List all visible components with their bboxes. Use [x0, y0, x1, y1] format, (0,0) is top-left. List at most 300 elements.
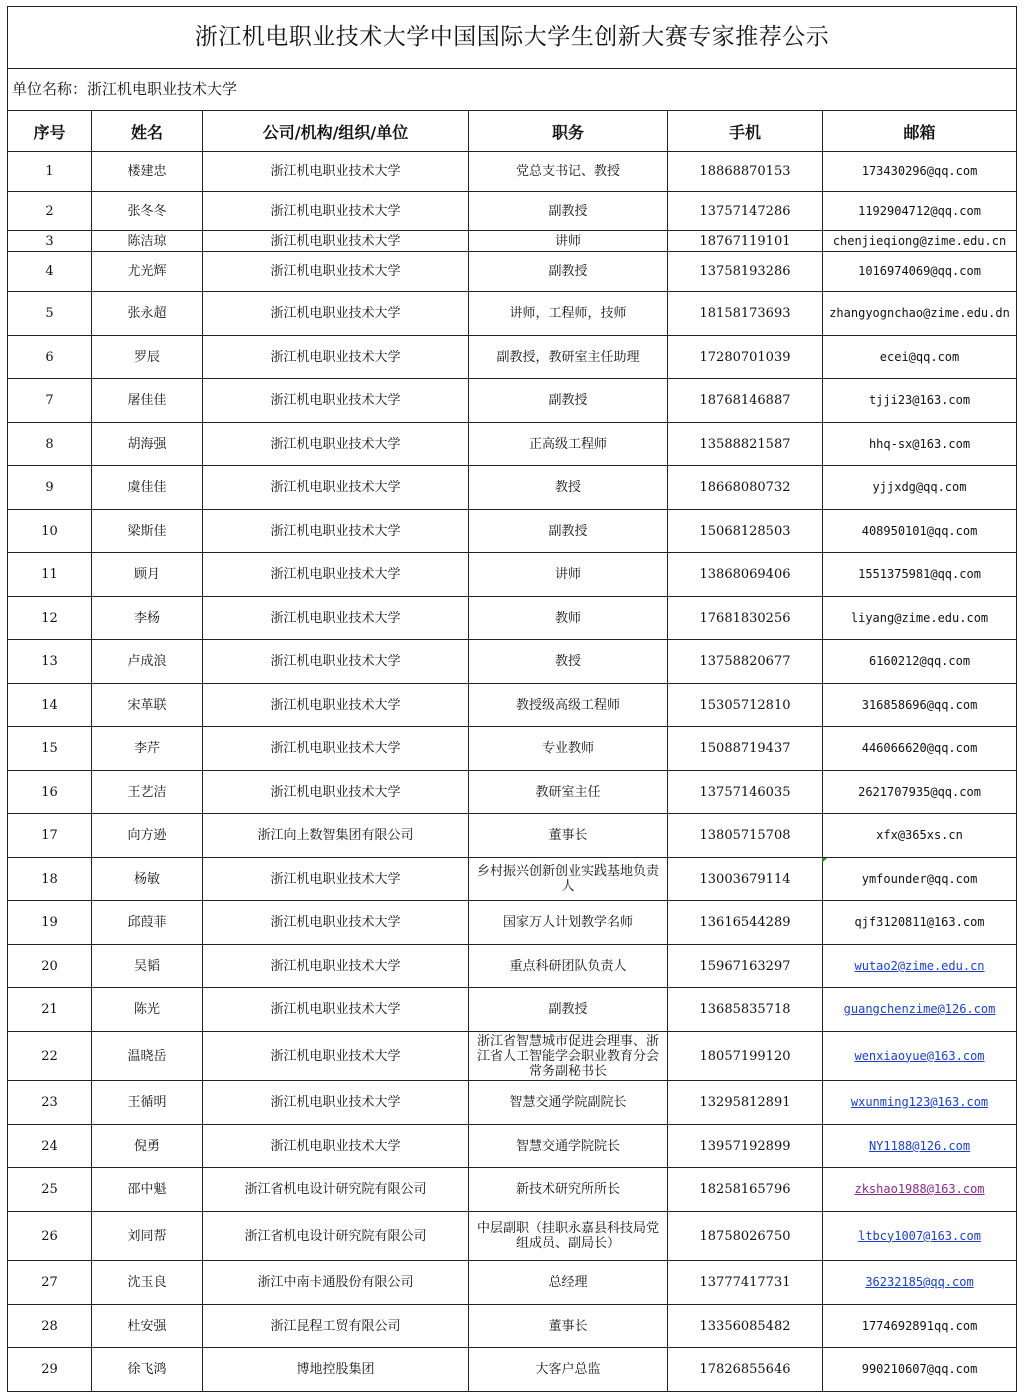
row-number: 23: [41, 1095, 58, 1110]
phone-number: 13356085482: [699, 1318, 791, 1334]
unit-row: [8, 69, 1017, 111]
row-number-cell: [8, 945, 92, 988]
table-row: [8, 858, 1017, 901]
col-header-org: 公司/机构/组织/单位: [203, 111, 469, 152]
person-name: 王艺洁: [127, 784, 167, 800]
table-row: [8, 510, 1017, 553]
person-name-cell: [92, 423, 203, 466]
position-cell: [469, 1261, 668, 1305]
email-address-cell: [823, 192, 1017, 231]
organization-cell: [203, 423, 469, 466]
email-address-cell: [823, 945, 1017, 988]
organization-cell: [203, 1261, 469, 1305]
row-number-cell: [8, 192, 92, 231]
row-number: 10: [41, 523, 58, 539]
position-cell: [469, 727, 668, 771]
organization: 浙江机电职业技术大学: [270, 1138, 401, 1154]
position: 副教授: [548, 264, 588, 279]
row-number-cell: [8, 684, 92, 727]
row-number: 4: [45, 264, 54, 279]
phone-number: 18868870153: [699, 164, 791, 179]
organization: 浙江机电职业技术大学: [270, 233, 401, 249]
row-number: 18: [41, 871, 58, 887]
row-number: 21: [41, 1002, 58, 1017]
row-number-cell: [8, 231, 92, 252]
organization: 浙江机电职业技术大学: [270, 610, 401, 626]
phone-number: 13758193286: [699, 264, 791, 279]
organization-cell: [203, 1125, 469, 1168]
col-header-email: 邮箱: [823, 111, 1017, 152]
position-cell: [469, 152, 668, 192]
row-number: 7: [45, 393, 54, 408]
organization: 浙江机电职业技术大学: [270, 697, 401, 713]
phone-number-cell: [668, 1212, 823, 1261]
person-name-cell: [92, 988, 203, 1032]
person-name: 楼建忠: [127, 164, 167, 179]
organization-cell: [203, 252, 469, 292]
position-cell: [469, 1125, 668, 1168]
person-name-cell: [92, 466, 203, 510]
phone-number-cell: [668, 510, 823, 553]
organization-cell: [203, 771, 469, 814]
row-number-cell: [8, 423, 92, 466]
phone-number-cell: [668, 1348, 823, 1392]
row-number-cell: [8, 292, 92, 336]
phone-number: 15068128503: [699, 523, 791, 539]
email-address[interactable]: ltbcy1007@163.com: [858, 1228, 981, 1243]
phone-number-cell: [668, 814, 823, 858]
position: 副教授，教研室主任助理: [496, 349, 640, 365]
position: 教授: [554, 480, 581, 495]
person-name: 向方逊: [127, 828, 167, 843]
email-address: chenjieqiong@zime.edu.cn: [832, 233, 1007, 248]
phone-number-cell: [668, 379, 823, 423]
email-address: liyang@zime.edu.com: [850, 610, 989, 625]
phone-number-cell: [668, 1125, 823, 1168]
organization-cell: [203, 684, 469, 727]
organization: 浙江机电职业技术大学: [270, 264, 401, 279]
phone-number-cell: [668, 1032, 823, 1081]
email-address: 1774692891qq.com: [861, 1318, 978, 1333]
person-name: 张永超: [127, 306, 167, 321]
email-address: 2621707935@qq.com: [858, 784, 981, 799]
person-name-cell: [92, 1212, 203, 1261]
person-name: 杨敏: [133, 871, 160, 887]
person-name-cell: [92, 684, 203, 727]
phone-number-cell: [668, 684, 823, 727]
organization: 浙江机电职业技术大学: [270, 871, 401, 887]
col-header-phone: 手机: [668, 111, 823, 152]
table-row: [8, 1168, 1017, 1212]
row-number-cell: [8, 988, 92, 1032]
phone-number: 13758820677: [699, 654, 791, 669]
row-number: 8: [45, 436, 54, 452]
email-address-cell: [823, 553, 1017, 597]
organization-cell: [203, 1168, 469, 1212]
row-number: 25: [41, 1182, 58, 1197]
cell-comment-marker: [822, 858, 827, 863]
position-cell: [469, 1212, 668, 1261]
person-name-cell: [92, 1168, 203, 1212]
email-address-cell: [823, 292, 1017, 336]
table-row: [8, 1125, 1017, 1168]
person-name-cell: [92, 1081, 203, 1125]
email-address-cell: [823, 152, 1017, 192]
row-number: 16: [41, 784, 58, 800]
phone-number: 13295812891: [699, 1095, 791, 1110]
col-header-no: 序号: [8, 111, 92, 152]
row-number-cell: [8, 379, 92, 423]
table-row: [8, 466, 1017, 510]
position-cell: [469, 814, 668, 858]
page-title: 浙江机电职业技术大学中国国际大学生创新大赛专家推荐公示: [8, 7, 1017, 69]
row-number: 13: [41, 654, 58, 669]
phone-number: 13685835718: [699, 1002, 791, 1017]
row-number-cell: [8, 727, 92, 771]
person-name-cell: [92, 192, 203, 231]
email-address-cell: [823, 466, 1017, 510]
table-row: [8, 771, 1017, 814]
header-row: [8, 111, 1017, 152]
phone-number-cell: [668, 152, 823, 192]
organization: 浙江省机电设计研究院有限公司: [244, 1228, 427, 1244]
phone-number-cell: [668, 640, 823, 684]
position: 教师: [554, 610, 581, 626]
row-number: 6: [45, 349, 54, 365]
position: 浙江省智慧城市促进会理事、浙江省人工智能学会职业教育分会常务副秘书长: [476, 1033, 659, 1079]
row-number: 11: [41, 567, 58, 582]
row-number-cell: [8, 466, 92, 510]
phone-number: 17681830256: [699, 610, 791, 626]
person-name: 邵中魁: [127, 1182, 167, 1197]
person-name: 沈玉良: [127, 1275, 167, 1290]
phone-number-cell: [668, 901, 823, 945]
position: 中层副职（挂职永嘉县科技局党组成员、副局长）: [476, 1221, 659, 1251]
position: 大客户总监: [535, 1362, 601, 1377]
organization-cell: [203, 379, 469, 423]
person-name-cell: [92, 597, 203, 640]
phone-number-cell: [668, 945, 823, 988]
person-name: 屠佳佳: [127, 393, 167, 408]
person-name: 尤光辉: [127, 264, 167, 279]
phone-number-cell: [668, 192, 823, 231]
organization: 浙江机电职业技术大学: [270, 349, 401, 365]
email-address-cell: [823, 771, 1017, 814]
email-address-cell: [823, 597, 1017, 640]
row-number: 20: [41, 958, 58, 974]
phone-number-cell: [668, 1168, 823, 1212]
person-name-cell: [92, 771, 203, 814]
expert-table: [7, 6, 1017, 1392]
phone-number-cell: [668, 1261, 823, 1305]
phone-number-cell: [668, 858, 823, 901]
person-name: 邱葭菲: [127, 915, 167, 930]
email-address[interactable]: 36232185@qq.com: [865, 1275, 974, 1289]
phone-number-cell: [668, 771, 823, 814]
position-cell: [469, 597, 668, 640]
phone-number: 13777417731: [699, 1275, 791, 1290]
organization-cell: [203, 727, 469, 771]
position: 副教授: [548, 523, 588, 539]
position-cell: [469, 1348, 668, 1392]
phone-number-cell: [668, 231, 823, 252]
row-number: 19: [41, 915, 58, 930]
email-address-cell: [823, 988, 1017, 1032]
position-cell: [469, 771, 668, 814]
email-address-cell: [823, 1032, 1017, 1081]
position-cell: [469, 231, 668, 252]
phone-number: 13757146035: [699, 784, 791, 800]
person-name: 罗辰: [133, 349, 160, 365]
email-address-cell: [823, 814, 1017, 858]
phone-number-cell: [668, 988, 823, 1032]
email-address-cell: [823, 1261, 1017, 1305]
position: 新技术研究所所长: [515, 1182, 620, 1197]
row-number-cell: [8, 1305, 92, 1348]
organization: 浙江中南卡通股份有限公司: [257, 1275, 414, 1290]
email-address[interactable]: wxunming123@163.com: [850, 1095, 989, 1109]
row-number: 26: [41, 1228, 58, 1244]
person-name: 吴韬: [133, 958, 160, 974]
phone-number: 13805715708: [699, 828, 791, 843]
email-address: 173430296@qq.com: [861, 164, 978, 178]
position: 总经理: [548, 1275, 588, 1290]
unit-value: 浙江机电职业技术大学: [87, 80, 238, 98]
phone-number-cell: [668, 252, 823, 292]
person-name: 陈光: [133, 1002, 160, 1017]
position: 党总支书记、教授: [515, 164, 620, 179]
row-number-cell: [8, 858, 92, 901]
row-number-cell: [8, 152, 92, 192]
email-address-cell: [823, 379, 1017, 423]
person-name-cell: [92, 945, 203, 988]
position-cell: [469, 292, 668, 336]
table-row: [8, 1032, 1017, 1081]
email-address[interactable]: guangchenzime@126.com: [843, 1002, 996, 1016]
table-row: [8, 252, 1017, 292]
person-name-cell: [92, 901, 203, 945]
organization: 浙江机电职业技术大学: [270, 436, 401, 452]
phone-number: 15305712810: [699, 697, 791, 713]
position: 副教授: [548, 393, 588, 408]
position-cell: [469, 1081, 668, 1125]
organization-cell: [203, 466, 469, 510]
person-name: 李杨: [133, 610, 160, 626]
person-name-cell: [92, 1305, 203, 1348]
position: 讲师: [554, 567, 581, 582]
row-number: 24: [41, 1138, 58, 1154]
table-row: [8, 423, 1017, 466]
phone-number-cell: [668, 466, 823, 510]
organization: 浙江机电职业技术大学: [270, 164, 401, 179]
table-row: [8, 1305, 1017, 1348]
organization-cell: [203, 640, 469, 684]
organization: 浙江机电职业技术大学: [270, 567, 401, 582]
person-name-cell: [92, 292, 203, 336]
table-row: [8, 945, 1017, 988]
person-name: 王循明: [127, 1095, 167, 1110]
email-address-cell: [823, 1081, 1017, 1125]
phone-number-cell: [668, 292, 823, 336]
position-cell: [469, 510, 668, 553]
organization-cell: [203, 336, 469, 379]
person-name-cell: [92, 727, 203, 771]
position-cell: [469, 553, 668, 597]
phone-number: 18258165796: [699, 1182, 791, 1197]
person-name-cell: [92, 1125, 203, 1168]
organization-cell: [203, 814, 469, 858]
position: 智慧交通学院院长: [515, 1138, 620, 1154]
person-name-cell: [92, 814, 203, 858]
row-number-cell: [8, 1348, 92, 1392]
position-cell: [469, 1032, 668, 1081]
phone-number: 18668080732: [699, 480, 791, 495]
email-address: qjf3120811@163.com: [854, 915, 985, 929]
person-name-cell: [92, 510, 203, 553]
phone-number: 13588821587: [699, 436, 791, 452]
person-name-cell: [92, 336, 203, 379]
row-number: 1: [45, 164, 54, 179]
organization-cell: [203, 988, 469, 1032]
phone-number: 13616544289: [699, 915, 791, 930]
organization: 浙江昆程工贸有限公司: [270, 1318, 401, 1334]
position: 教研室主任: [535, 784, 601, 800]
email-address-cell: [823, 727, 1017, 771]
organization-cell: [203, 945, 469, 988]
table-row: [8, 1261, 1017, 1305]
table-row: [8, 192, 1017, 231]
phone-number: 18758026750: [699, 1228, 791, 1244]
row-number-cell: [8, 640, 92, 684]
row-number-cell: [8, 553, 92, 597]
organization-cell: [203, 597, 469, 640]
email-address-cell: [823, 423, 1017, 466]
position: 乡村振兴创新创业实践基地负责人: [476, 864, 659, 894]
spreadsheet: [7, 6, 1016, 1392]
phone-number: 17826855646: [699, 1362, 791, 1377]
organization: 浙江机电职业技术大学: [270, 523, 401, 539]
row-number-cell: [8, 252, 92, 292]
organization: 浙江省机电设计研究院有限公司: [244, 1182, 427, 1197]
email-address-cell: [823, 252, 1017, 292]
organization: 浙江机电职业技术大学: [270, 203, 401, 219]
email-address-cell: [823, 1125, 1017, 1168]
position-cell: [469, 466, 668, 510]
email-address-cell: [823, 640, 1017, 684]
row-number: 12: [41, 610, 58, 626]
phone-number-cell: [668, 336, 823, 379]
person-name: 宋革联: [127, 697, 167, 713]
table-row: [8, 640, 1017, 684]
organization-cell: [203, 1081, 469, 1125]
position: 国家万人计划教学名师: [502, 915, 633, 930]
row-number-cell: [8, 901, 92, 945]
phone-number: 13757147286: [699, 203, 791, 219]
row-number: 14: [41, 697, 58, 713]
person-name: 卢成浪: [127, 654, 167, 669]
row-number-cell: [8, 1261, 92, 1305]
organization: 博地控股集团: [296, 1362, 375, 1377]
phone-number-cell: [668, 727, 823, 771]
table-row: [8, 1348, 1017, 1392]
unit-label: 单位名称：: [12, 80, 88, 98]
organization-cell: [203, 1032, 469, 1081]
person-name-cell: [92, 1032, 203, 1081]
email-address[interactable]: NY1188@126.com: [868, 1138, 971, 1153]
position: 副教授: [548, 203, 588, 219]
phone-number: 17280701039: [699, 349, 791, 365]
row-number-cell: [8, 771, 92, 814]
email-address[interactable]: wenxiaoyue@163.com: [854, 1048, 985, 1063]
position: 董事长: [548, 828, 588, 843]
position-cell: [469, 252, 668, 292]
position-cell: [469, 945, 668, 988]
table-row: [8, 597, 1017, 640]
person-name-cell: [92, 858, 203, 901]
position: 重点科研团队负责人: [509, 958, 627, 974]
col-header-position: 职务: [469, 111, 668, 152]
phone-number-cell: [668, 597, 823, 640]
email-address[interactable]: zkshao1988@163.com: [854, 1182, 985, 1196]
position-cell: [469, 684, 668, 727]
row-number-cell: [8, 1212, 92, 1261]
phone-number: 18057199120: [699, 1048, 791, 1064]
row-number: 3: [45, 233, 54, 249]
email-address[interactable]: wutao2@zime.edu.cn: [854, 958, 985, 973]
row-number-cell: [8, 1168, 92, 1212]
organization: 浙江机电职业技术大学: [270, 1048, 401, 1064]
table-row: [8, 901, 1017, 945]
table-row: [8, 988, 1017, 1032]
position: 智慧交通学院副院长: [509, 1095, 627, 1110]
row-number: 5: [45, 306, 54, 321]
email-address: 990210607@qq.com: [861, 1362, 978, 1376]
organization-cell: [203, 858, 469, 901]
table-row: [8, 684, 1017, 727]
person-name: 刘同帮: [127, 1228, 167, 1244]
position: 讲师，工程师，技师: [509, 306, 627, 321]
person-name: 张冬冬: [127, 203, 167, 219]
position-cell: [469, 1305, 668, 1348]
table-row: [8, 379, 1017, 423]
person-name-cell: [92, 640, 203, 684]
organization-cell: [203, 510, 469, 553]
person-name: 杜安强: [127, 1318, 167, 1334]
row-number: 28: [41, 1318, 58, 1334]
person-name: 李芹: [133, 741, 160, 756]
row-number-cell: [8, 597, 92, 640]
email-address-cell: [823, 858, 1017, 901]
row-number: 29: [41, 1362, 58, 1377]
person-name: 温晓岳: [127, 1048, 167, 1064]
email-address-cell: [823, 1305, 1017, 1348]
table-row: [8, 231, 1017, 252]
organization: 浙江机电职业技术大学: [270, 1002, 401, 1017]
email-address-cell: [823, 231, 1017, 252]
email-address: yjjxdg@qq.com: [872, 480, 967, 494]
position-cell: [469, 423, 668, 466]
person-name: 梁斯佳: [127, 523, 167, 539]
row-number-cell: [8, 1125, 92, 1168]
email-address: 408950101@qq.com: [861, 523, 978, 538]
email-address-cell: [823, 1168, 1017, 1212]
email-address: tjji23@163.com: [868, 393, 971, 407]
position-cell: [469, 192, 668, 231]
phone-number: 13003679114: [699, 871, 791, 887]
person-name: 顾月: [133, 567, 160, 582]
table-row: [8, 336, 1017, 379]
table-row: [8, 152, 1017, 192]
